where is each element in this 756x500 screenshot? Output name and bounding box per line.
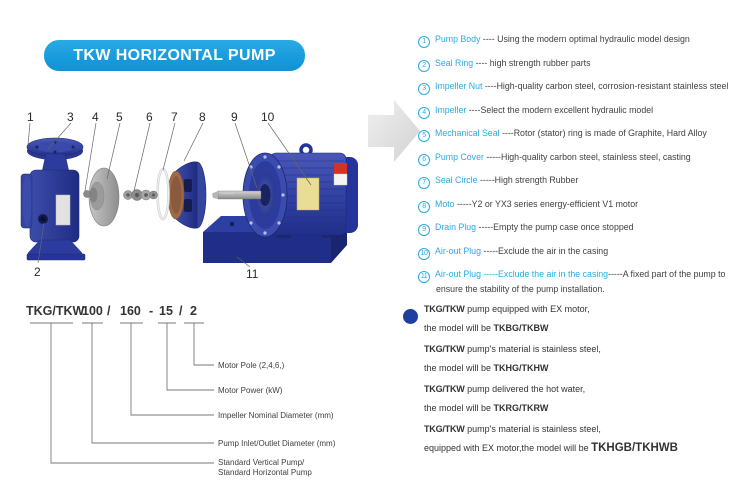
parts-list-item: [418, 245, 752, 260]
part-desc: ----Rotor (stator) ring is made of Graphite, Hard Alloy: [499, 128, 707, 138]
note-entry: [424, 423, 750, 454]
part-name: Moto: [435, 198, 455, 209]
note-model-code: TKHGB/TKHWB: [591, 442, 678, 454]
part-number-badge: 2: [418, 60, 430, 72]
part-name: Air-out Plug -----Exclude the air in the casing: [435, 269, 609, 279]
part-desc: ----High-quality carbon steel, corrosion-resistant stainless steel: [482, 81, 729, 91]
note-entries: [424, 303, 750, 454]
model-code-pole: 2: [190, 304, 197, 318]
part-callout: 6: [146, 110, 153, 124]
part-number-badge: 3: [418, 83, 430, 95]
model-code-inlet: 100: [82, 304, 103, 318]
model-code: [26, 304, 197, 318]
model-code-sep: /: [179, 304, 183, 318]
part-callout: 11: [246, 267, 259, 281]
note-brand: TKG/TKW: [424, 304, 465, 314]
page-title: TKW HORIZONTAL PUMP: [73, 46, 276, 64]
label-standard-1: Standard Vertical Pump/: [218, 458, 305, 467]
motor-shaft: [212, 191, 261, 199]
part-name: Pump Cover: [435, 151, 484, 162]
title-banner: [44, 40, 305, 71]
note-model-pre: equipped with EX motor,the model will be: [424, 443, 592, 453]
parts-list-item: [418, 268, 752, 295]
part-callout: 9: [231, 110, 238, 124]
label-standard-2: Standard Horizontal Pump: [218, 468, 312, 477]
parts-list-item: [418, 80, 752, 95]
part-number-badge: 11: [418, 271, 430, 283]
part-desc: ----Select the modern excellent hydraulic model: [466, 104, 654, 115]
part-number-badge: 9: [418, 224, 430, 236]
part-desc: -----High-quality carbon steel, stainless steel, casting: [483, 151, 691, 162]
label-motor-power: Motor Power (kW): [218, 386, 283, 395]
model-code-breakdown: [18, 293, 398, 493]
part-number-badge: 5: [418, 130, 430, 142]
note-entry: [424, 343, 750, 374]
part-name: Seal Ring: [435, 57, 474, 68]
part-name: Seal Circle: [435, 175, 478, 185]
notes-section: [398, 303, 750, 463]
motor-nameplate: [297, 178, 319, 210]
part-desc: -----Exclude the air in the casing: [480, 245, 609, 256]
note-text: pump's material is stainless steel,: [464, 424, 601, 434]
note-text: pump's material is stainless steel,: [464, 344, 601, 354]
parts-list-item: [418, 104, 752, 119]
note-entry: [424, 303, 750, 334]
motor-label: [334, 163, 347, 174]
part-callout: 8: [199, 110, 206, 124]
part-callout: 5: [116, 110, 123, 124]
model-code-sep: /: [107, 304, 111, 318]
label-impeller-diameter: Impeller Nominal Diameter (mm): [218, 411, 334, 420]
part-number-badge: 1: [418, 36, 430, 48]
breakdown-labels: [218, 361, 336, 477]
note-entry: [424, 383, 750, 414]
part-callout: 2: [34, 265, 41, 279]
pump-exploded-diagram: [0, 95, 430, 295]
parts-list: [418, 33, 752, 304]
part-desc: -----A fixed part of the pump to ensure the stability of the pump installation.: [436, 269, 726, 294]
part-name: Mechanical Seal: [435, 128, 500, 138]
parts-list-item: [418, 33, 752, 48]
parts-list-item: [418, 57, 752, 72]
model-code-dash: -: [149, 304, 154, 318]
part-callout: 3: [67, 110, 74, 124]
impeller-nut: [84, 191, 91, 198]
label-inlet-outlet: Pump Inlet/Outlet Diameter (mm): [218, 439, 336, 448]
parts-list-item: [418, 221, 752, 236]
note-brand: TKG/TKW: [424, 384, 465, 394]
note-brand: TKG/TKW: [424, 344, 465, 354]
part-number-badge: 8: [418, 201, 430, 213]
part-callout: 1: [27, 110, 34, 124]
part-number-badge: 6: [418, 154, 430, 166]
bullet-icon: [403, 309, 418, 324]
mechanical-seal: [124, 190, 158, 201]
model-code-impeller: 160: [120, 304, 141, 318]
note-model-pre: the model will be: [424, 323, 494, 333]
label-motor-pole: Motor Pole (2,4,6,): [218, 361, 285, 370]
model-code-power: 15: [159, 304, 173, 318]
note-text: pump equipped with EX motor,: [464, 304, 590, 314]
part-desc: -----High strength Rubber: [477, 175, 579, 185]
part-name: Air-out Plug: [435, 245, 481, 256]
part-callout: 7: [171, 110, 178, 124]
part-number-badge: 7: [418, 177, 430, 189]
seal-circle: [158, 169, 169, 219]
note-model-pre: the model will be: [424, 403, 494, 413]
impeller: [84, 168, 120, 226]
part-desc: ---- high strength rubber parts: [473, 57, 591, 68]
model-code-prefix: TKG/TKW: [26, 304, 85, 318]
note-brand: TKG/TKW: [424, 424, 465, 434]
part-desc: ---- Using the modern optimal hydraulic model design: [480, 34, 690, 44]
note-model-pre: the model will be: [424, 363, 494, 373]
parts-list-item: [418, 198, 752, 213]
part-callout: 4: [92, 110, 99, 124]
note-model-code: TKRG/TKRW: [493, 403, 549, 413]
pump-casing: [21, 138, 85, 260]
part-name: Impeller Nut: [435, 81, 483, 91]
parts-list-item: [418, 127, 752, 142]
note-text: pump delivered the hot water,: [464, 384, 586, 394]
parts-list-item: [418, 151, 752, 166]
parts-list-item: [418, 174, 752, 189]
breakdown-lines: [30, 323, 214, 463]
note-model-code: TKBG/TKBW: [493, 323, 549, 333]
part-number-badge: 10: [418, 248, 430, 260]
part-desc: -----Empty the pump case once stopped: [476, 222, 634, 232]
note-model-code: TKHG/TKHW: [493, 363, 549, 373]
right-arrow-icon: [368, 100, 420, 162]
pump-cover: [168, 162, 206, 228]
part-number-badge: 4: [418, 107, 430, 119]
part-name: Drain Plug: [435, 222, 477, 232]
part-name: Pump Body: [435, 34, 481, 44]
part-callout: 10: [261, 110, 275, 124]
part-desc: -----Y2 or YX3 series energy-efficient V1 motor: [454, 198, 639, 209]
part-name: Impeller: [435, 104, 467, 115]
casing-label: [56, 195, 70, 225]
